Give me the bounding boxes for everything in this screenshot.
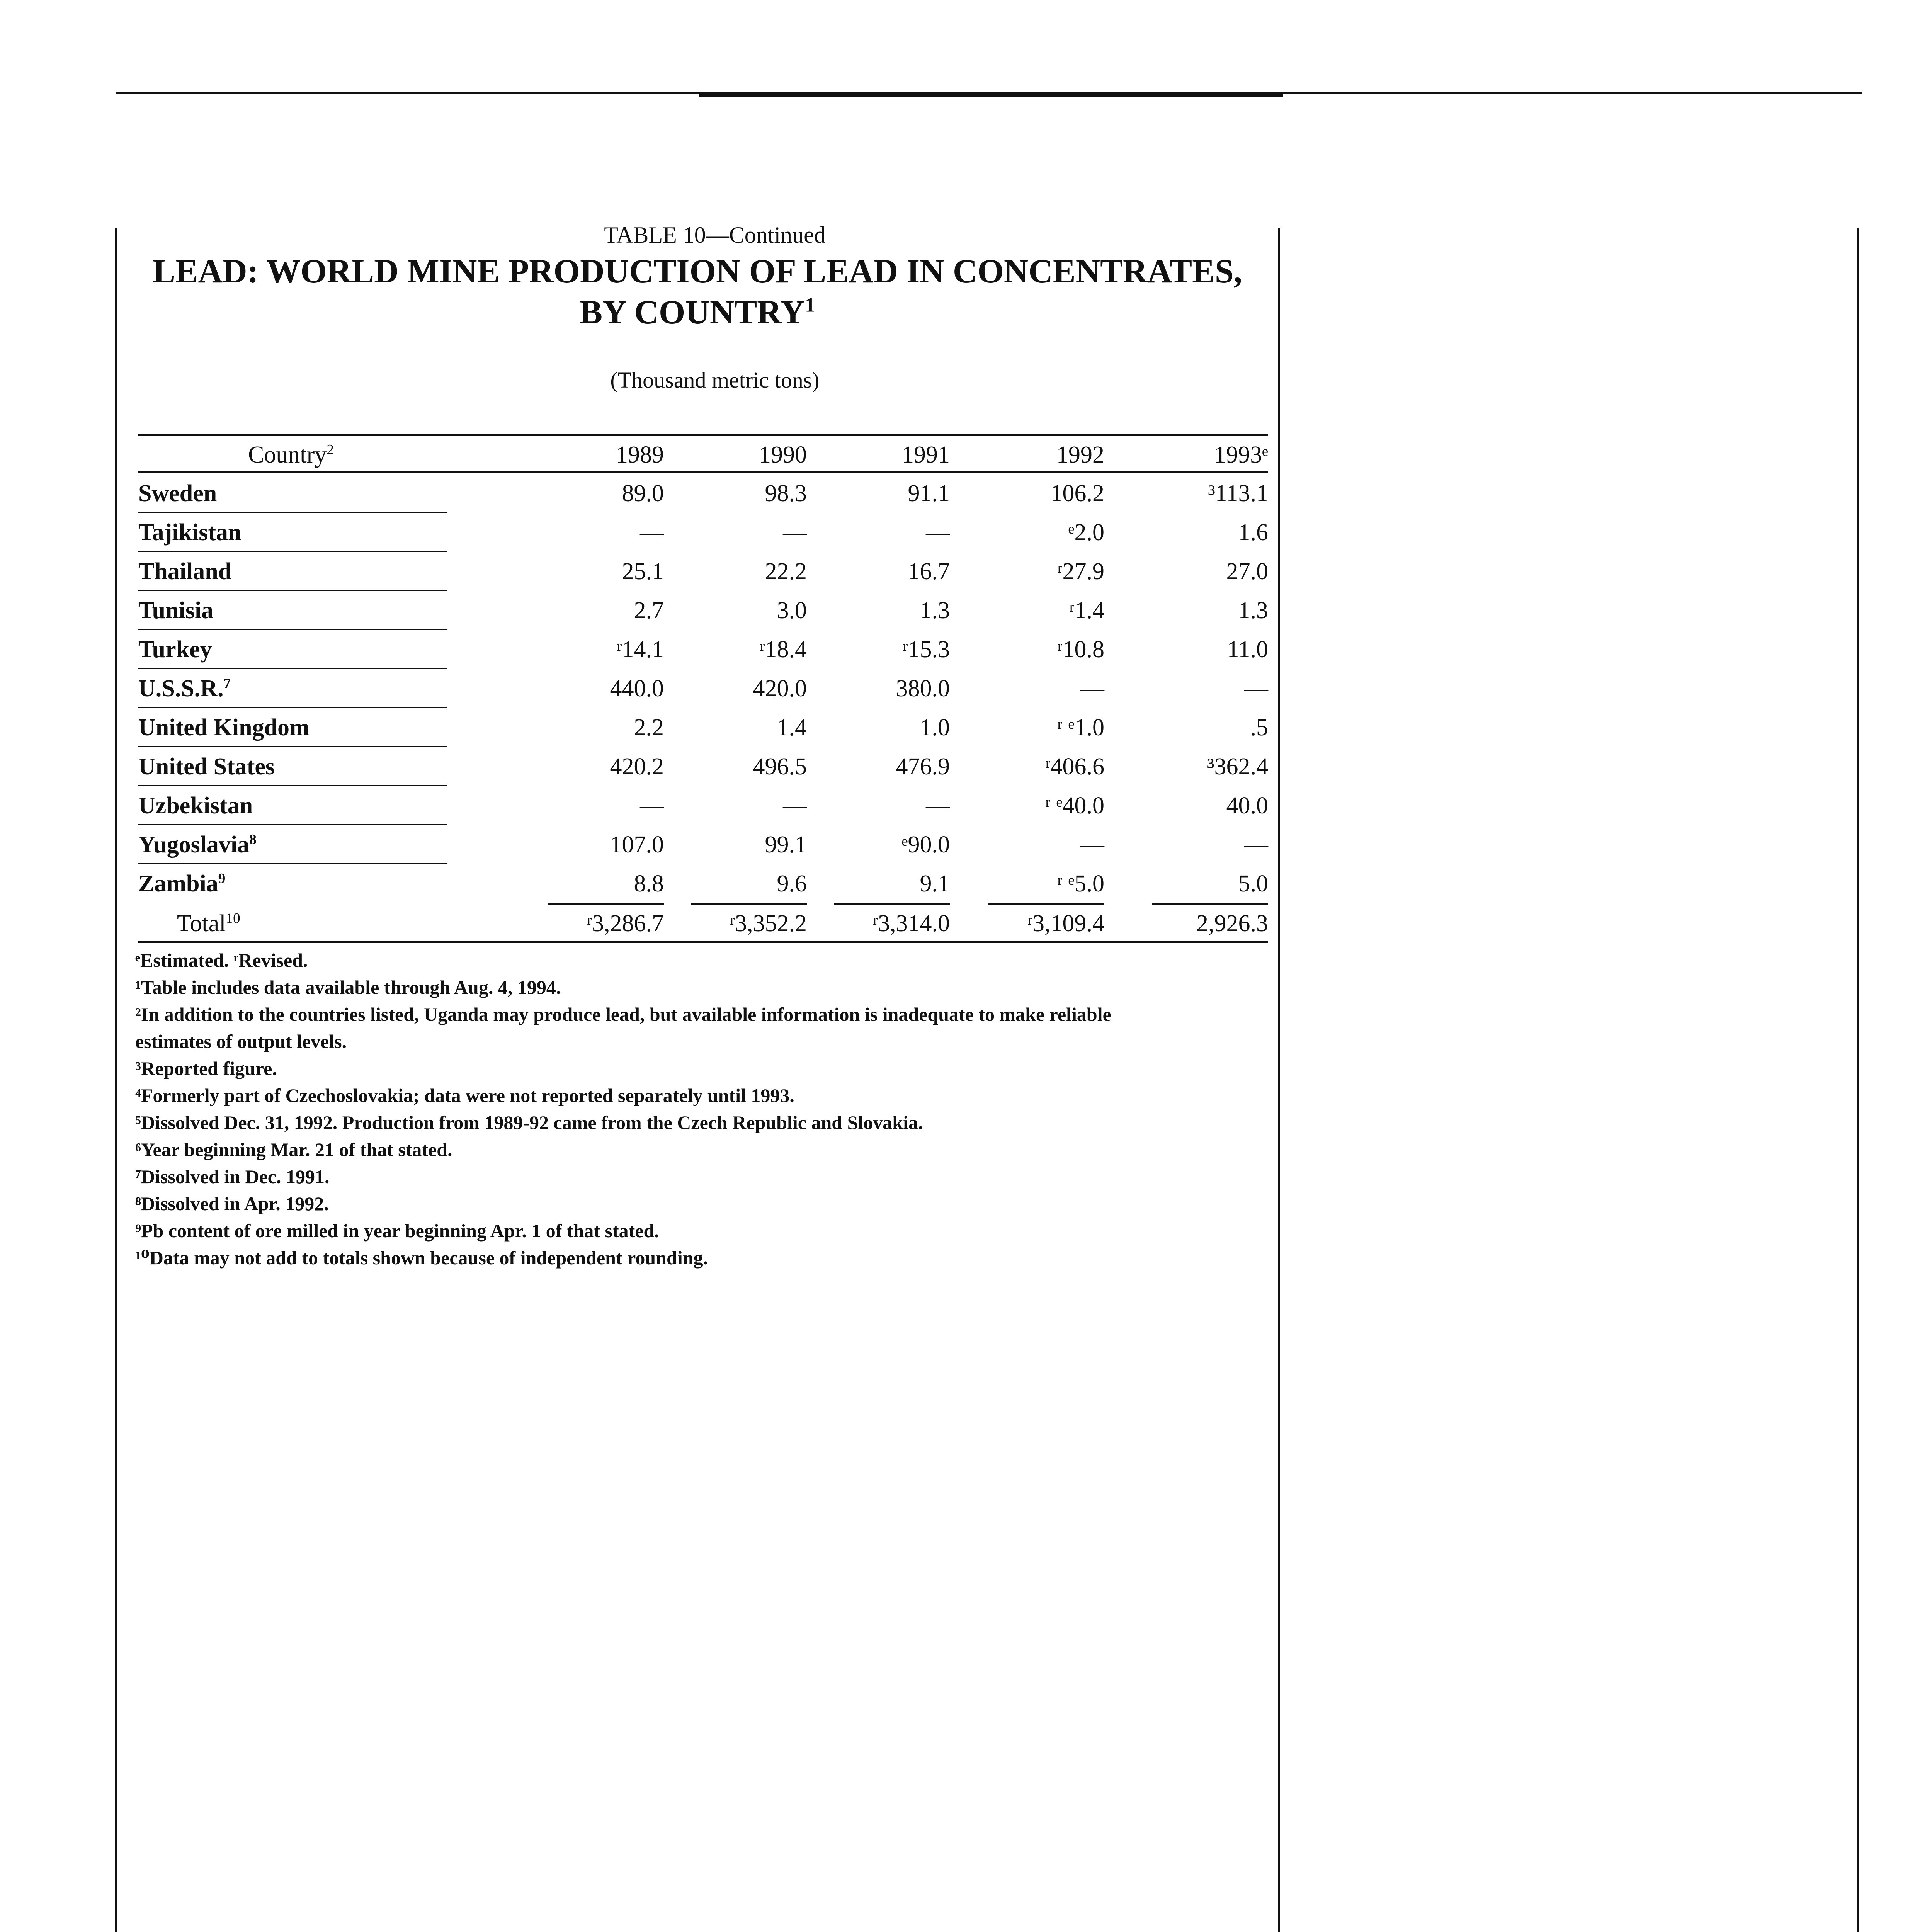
row-value: 1.6	[1238, 519, 1268, 546]
country-name: Thailand	[138, 558, 232, 585]
row-value: 1.4	[777, 714, 807, 741]
country-name: Tunisia	[138, 597, 214, 624]
header-year: 1991	[902, 442, 950, 468]
row-value: —	[783, 793, 807, 819]
row-value: —	[926, 793, 950, 819]
row-value: 11.0	[1227, 636, 1268, 663]
total-footnote-ref: 10	[226, 910, 240, 927]
row-rule	[138, 512, 447, 513]
row-value: ᵉ2.0	[1068, 519, 1104, 546]
row-value: ʳ1.4	[1069, 597, 1104, 624]
country-name: United Kingdom	[138, 714, 310, 741]
row-value: —	[640, 793, 664, 819]
middle-column-rule	[1278, 228, 1280, 1932]
footnote: ²In addition to the countries listed, Uganda may produce lead, but available information is inadequate to make reliable	[135, 1003, 1111, 1025]
table-title	[128, 251, 1267, 333]
table-row	[138, 866, 1268, 905]
country-name: Zambia	[138, 871, 218, 897]
table-header-row	[138, 437, 1268, 476]
footnote: ⁴Formerly part of Czechoslovakia; data were not reported separately until 1993.	[135, 1085, 794, 1106]
row-country	[138, 749, 444, 784]
row-value: —	[640, 519, 664, 546]
left-column-rule	[115, 228, 117, 1932]
row-rule	[138, 824, 447, 825]
footnote: ⁹Pb content of ore milled in year beginning Apr. 1 of that stated.	[135, 1220, 659, 1242]
row-value: 91.1	[908, 480, 950, 507]
total-rule	[691, 903, 807, 905]
row-value: 9.6	[777, 871, 807, 897]
title-footnote-ref: 1	[805, 294, 815, 316]
table-row	[138, 632, 1268, 671]
row-value: —	[926, 519, 950, 546]
table-total-row	[138, 906, 1268, 945]
header-year: 1992	[1056, 442, 1104, 468]
row-value: ʳ ᵉ5.0	[1057, 871, 1104, 897]
country-name: Tajikistan	[138, 519, 242, 546]
header-year: 1993ᵉ	[1214, 442, 1268, 468]
country-name: Sweden	[138, 480, 217, 507]
table-top-rule	[138, 434, 1268, 436]
row-value: 16.7	[908, 558, 950, 585]
row-value: .5	[1250, 714, 1268, 741]
country-footnote-ref: 7	[223, 675, 231, 692]
country-name: Yugoslavia	[138, 832, 250, 858]
row-value: 1.3	[1238, 597, 1268, 624]
footnote: ¹⁰Data may not add to totals shown because of independent rounding.	[135, 1247, 708, 1269]
row-value: —	[1244, 675, 1268, 702]
total-label-text: Total	[177, 910, 226, 937]
footnote: ᵉEstimated. ʳRevised.	[135, 949, 308, 971]
table-row	[138, 671, 1268, 710]
country-footnote-ref: 8	[249, 832, 257, 848]
row-value: ʳ ᵉ40.0	[1045, 793, 1104, 819]
row-value: 22.2	[765, 558, 807, 585]
row-value: ʳ18.4	[760, 636, 807, 663]
row-value: 5.0	[1238, 871, 1268, 897]
footnote: ³Reported figure.	[135, 1058, 277, 1079]
table-row	[138, 827, 1268, 866]
row-value: 2.2	[634, 714, 664, 741]
row-value: 420.2	[610, 753, 664, 780]
row-rule	[138, 668, 447, 669]
row-value: ʳ10.8	[1057, 636, 1104, 663]
country-name: United States	[138, 753, 275, 780]
table-unit: (Thousand metric tons)	[610, 367, 820, 393]
footnote: ⁷Dissolved in Dec. 1991.	[135, 1166, 330, 1187]
row-value: ʳ27.9	[1057, 558, 1104, 585]
header-year: 1989	[616, 442, 664, 468]
row-value: ³362.4	[1207, 753, 1268, 780]
footnote: ⁶Year beginning Mar. 21 of that stated.	[135, 1139, 452, 1160]
row-rule	[138, 746, 447, 747]
row-value: ʳ14.1	[617, 636, 664, 663]
row-value: ³113.1	[1208, 480, 1268, 507]
row-value: 89.0	[622, 480, 664, 507]
row-rule	[138, 863, 447, 864]
row-value: 2.7	[634, 597, 664, 624]
row-value: 3.0	[777, 597, 807, 624]
total-value: ʳ3,314.0	[872, 910, 950, 937]
row-rule	[138, 590, 447, 591]
total-rule	[548, 903, 664, 905]
row-value: 107.0	[610, 832, 664, 858]
row-value: 27.0	[1226, 558, 1268, 585]
row-value: 380.0	[896, 675, 950, 702]
total-value: ʳ3,352.2	[730, 910, 807, 937]
row-value: 106.2	[1050, 480, 1104, 507]
header-year: 1990	[759, 442, 807, 468]
total-label	[138, 906, 444, 941]
row-value: ʳ ᵉ1.0	[1057, 714, 1104, 741]
row-value: 98.3	[765, 480, 807, 507]
table-row	[138, 749, 1268, 788]
row-rule	[138, 551, 447, 552]
table-label: TABLE 10—Continued	[604, 222, 826, 248]
table-row	[138, 788, 1268, 827]
footnote: ⁵Dissolved Dec. 31, 1992. Production from 1989-92 came from the Czech Republic and Slovakia.	[135, 1112, 923, 1133]
title-line-2: BY COUNTRY	[580, 294, 805, 331]
row-value: —	[1080, 832, 1104, 858]
row-value: 476.9	[896, 753, 950, 780]
row-value: 40.0	[1226, 793, 1268, 819]
row-country	[138, 671, 444, 706]
country-name: U.S.S.R.	[138, 675, 224, 702]
row-rule	[138, 629, 447, 630]
row-value: 1.3	[920, 597, 950, 624]
row-value: 420.0	[753, 675, 807, 702]
row-value: ᵉ90.0	[901, 832, 950, 858]
row-country	[138, 554, 444, 589]
row-value: —	[783, 519, 807, 546]
total-rule	[1152, 903, 1268, 905]
header-country	[138, 437, 444, 472]
country-footnote-ref: 9	[218, 871, 226, 887]
total-value: ʳ3,286.7	[587, 910, 664, 937]
row-country	[138, 710, 444, 745]
row-rule	[138, 785, 447, 786]
row-country	[138, 788, 444, 823]
footnote: estimates of output levels.	[135, 1031, 347, 1052]
total-rule	[988, 903, 1104, 905]
row-country	[138, 866, 444, 901]
right-column-rule	[1857, 228, 1859, 1932]
total-rule	[834, 903, 950, 905]
total-value: ʳ3,109.4	[1027, 910, 1104, 937]
row-value: —	[1244, 832, 1268, 858]
row-country	[138, 593, 444, 628]
country-name: Uzbekistan	[138, 793, 253, 819]
top-rule-thick	[699, 94, 1283, 97]
header-country-footnote: 2	[327, 442, 334, 458]
footnote: ¹Table includes data available through Aug. 4, 1994.	[135, 976, 561, 998]
country-name: Turkey	[138, 636, 212, 663]
row-country	[138, 632, 444, 667]
row-value: 496.5	[753, 753, 807, 780]
table-row	[138, 515, 1268, 554]
row-value: 99.1	[765, 832, 807, 858]
row-value: 25.1	[622, 558, 664, 585]
row-value: 1.0	[920, 714, 950, 741]
total-value: 2,926.3	[1196, 910, 1268, 937]
table-row	[138, 710, 1268, 749]
table-row	[138, 554, 1268, 593]
row-country	[138, 515, 444, 550]
row-rule	[138, 707, 447, 708]
row-value: —	[1080, 675, 1104, 702]
table-row	[138, 476, 1268, 515]
header-country-label: Country	[248, 442, 327, 468]
title-line-1: LEAD: WORLD MINE PRODUCTION OF LEAD IN CONCENTRATES,	[153, 253, 1242, 290]
row-value: 8.8	[634, 871, 664, 897]
footnotes	[135, 947, 1271, 1271]
row-value: ʳ15.3	[903, 636, 950, 663]
row-country	[138, 476, 444, 511]
row-country	[138, 827, 444, 862]
footnote: ⁸Dissolved in Apr. 1992.	[135, 1193, 329, 1214]
table-row	[138, 593, 1268, 632]
row-value: ʳ406.6	[1045, 753, 1104, 780]
row-value: 440.0	[610, 675, 664, 702]
row-value: 9.1	[920, 871, 950, 897]
